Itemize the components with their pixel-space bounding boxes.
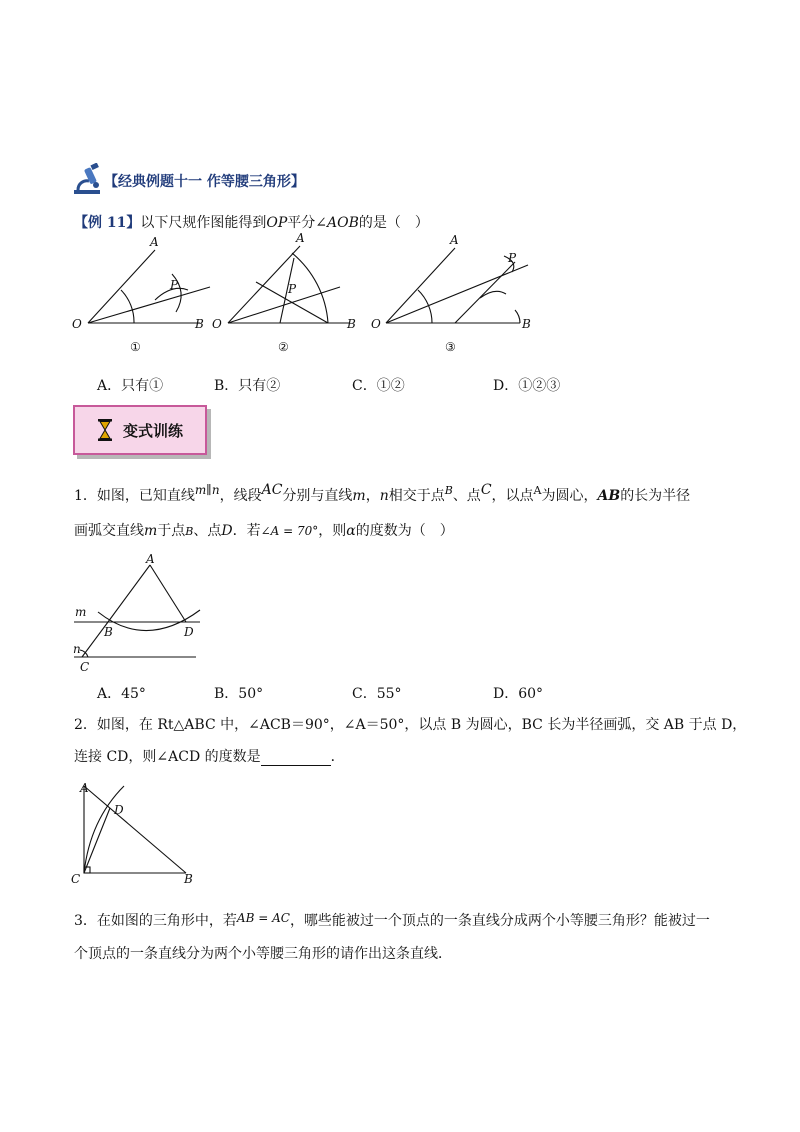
fig2-label-p: P xyxy=(288,282,297,296)
q1-math-b: B xyxy=(444,484,453,497)
example-option-a[interactable]: A．只有① xyxy=(97,378,164,394)
fig3-label-a: A xyxy=(450,233,459,247)
q1-math-ab: AB xyxy=(597,488,621,504)
fig1-label-b: B xyxy=(195,317,204,331)
badge-label: 变式训练 xyxy=(123,422,184,440)
example-figures xyxy=(60,232,560,362)
section-title: 【经典例题十一 作等腰三角形】 xyxy=(104,174,305,190)
fig1-label-p: P xyxy=(170,278,179,292)
q1-text: 画弧交直线 xyxy=(74,523,144,539)
q1-text: 相交于点 xyxy=(388,488,445,504)
q3-line1 xyxy=(74,909,710,930)
q2-text: ． xyxy=(330,749,345,765)
q1-option-d[interactable]: D．60° xyxy=(493,686,544,702)
q1-label-n: n xyxy=(73,642,81,656)
example-option-c[interactable]: C．①② xyxy=(352,378,405,394)
q1-text: 、点 xyxy=(193,523,222,539)
hourglass-icon xyxy=(97,419,113,445)
q1-text: 的长为半径 xyxy=(620,488,691,504)
q1-figure xyxy=(66,550,206,675)
q1-math-n: n xyxy=(379,488,389,504)
fig2-caption: ② xyxy=(278,340,289,354)
q1-math-angle: ∠A = 70° xyxy=(260,524,319,538)
q1-label-c: C xyxy=(80,660,90,674)
q1-math-b: B xyxy=(185,525,194,538)
math-op: OP xyxy=(266,215,288,231)
q1-math-c: C xyxy=(480,482,492,498)
math-angle-aob: ∠AOB xyxy=(315,215,359,231)
example-text-before: 以下尺规作图能得到 xyxy=(140,215,267,231)
q1-option-a[interactable]: A．45° xyxy=(97,686,146,702)
q3-text: ，哪些能被过一个顶点的一条直线分成两个小等腰三角形？能被过一 xyxy=(289,913,710,929)
fig2-label-a: A xyxy=(296,232,305,245)
q1-math-m-parallel-n: m∥n xyxy=(194,483,220,497)
fig1-caption: ① xyxy=(130,340,141,354)
q1-text: ，线段 xyxy=(219,488,262,504)
q1-text: ，则 xyxy=(318,523,347,539)
q2-label-d: D xyxy=(114,803,124,817)
q1-text: 分别与直线 xyxy=(282,488,353,504)
q1-text: ， xyxy=(365,488,380,504)
example-text-mid: 平分 xyxy=(287,215,316,231)
q1-math-alpha: α xyxy=(346,523,356,539)
q1-text: 于点 xyxy=(157,523,186,539)
q1-option-b[interactable]: B．50° xyxy=(214,686,264,702)
q2-figure xyxy=(66,778,206,888)
q2-label-b: B xyxy=(184,872,193,886)
fig2-label-o: O xyxy=(212,317,222,331)
example-text-after: 的是（ ） xyxy=(358,215,429,231)
practice-badge xyxy=(73,405,207,455)
q2-line1: 2．如图，在 Rt△ABC 中，∠ACB＝90°，∠A＝50°，以点 B 为圆心，BC 长为半径画弧，交 AB 于点 D， xyxy=(74,717,747,733)
fig1-label-a: A xyxy=(150,235,159,249)
example-option-b[interactable]: B．只有② xyxy=(214,378,281,394)
example-label: 【例 11】 xyxy=(74,215,141,231)
q1-label-b: B xyxy=(104,625,113,639)
q3-text: 3．在如图的三角形中，若 xyxy=(74,913,237,929)
q1-text: 1．如图，已知直线 xyxy=(74,488,195,504)
q1-label-d: D xyxy=(184,625,194,639)
example-question xyxy=(74,214,429,232)
q1-option-c[interactable]: C．55° xyxy=(352,686,402,702)
q1-text: 的度数为（ ） xyxy=(355,523,454,539)
q1-label-m: m xyxy=(75,605,87,619)
q2-answer-blank[interactable] xyxy=(261,751,331,766)
q2-text: 连接 CD，则∠ACD 的度数是 xyxy=(74,749,261,765)
fig3-caption: ③ xyxy=(445,340,456,354)
q3-math-ab-eq-ac: AB = AC xyxy=(236,911,290,925)
fig3-label-p: P xyxy=(508,251,517,265)
example-option-d[interactable]: D．①②③ xyxy=(493,378,561,394)
fig2-label-b: B xyxy=(347,317,356,331)
q1-math-m: m xyxy=(352,488,366,504)
q2-label-a: A xyxy=(80,781,89,795)
q1-text: 为圆心， xyxy=(541,488,598,504)
microscope-icon xyxy=(72,163,106,195)
q1-line2 xyxy=(74,522,454,541)
q1-label-a: A xyxy=(146,552,155,566)
q3-line2: 个顶点的一条直线分为两个小等腰三角形的请作出这条直线． xyxy=(74,946,452,962)
q2-line2 xyxy=(74,748,345,766)
q1-math-ac: AC xyxy=(261,482,283,498)
q1-line1 xyxy=(74,481,690,505)
fig3-label-o: O xyxy=(371,317,381,331)
q1-text: ，以点 xyxy=(491,488,534,504)
q1-math-m: m xyxy=(144,523,158,539)
q1-text: ．若 xyxy=(232,523,261,539)
q1-math-d: D xyxy=(221,523,233,539)
q1-math-a: A xyxy=(533,484,542,497)
fig1-label-o: O xyxy=(72,317,82,331)
fig3-label-b: B xyxy=(522,317,531,331)
q2-label-c: C xyxy=(71,872,81,886)
q1-text: 、点 xyxy=(452,488,481,504)
